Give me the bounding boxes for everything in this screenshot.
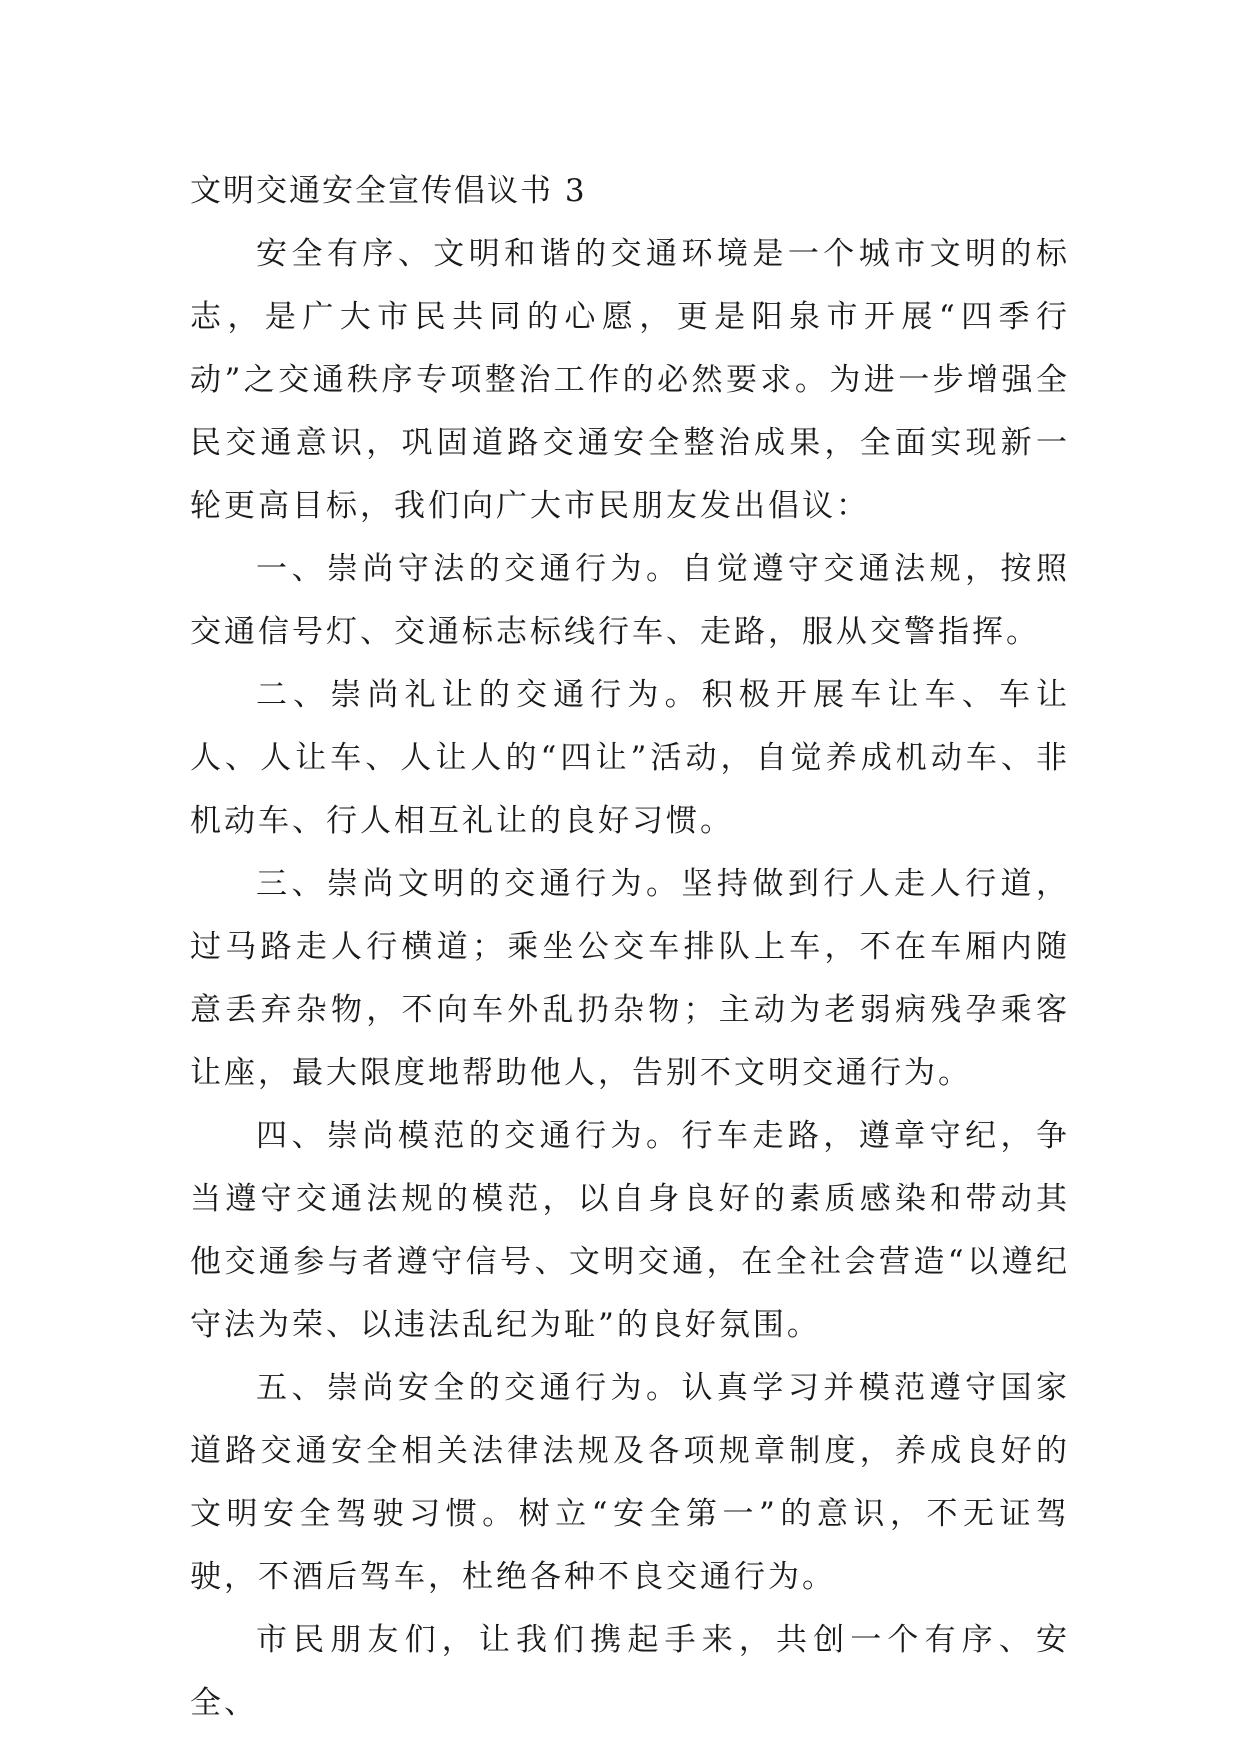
paragraph-intro: 安全有序、文明和谐的交通环境是一个城市文明的标志，是广大市民共同的心愿，更是阳泉市开展“四季行动”之交通秩序专项整治工作的必然要求。为进一步增强全民交通意识，巩固道路交通安全整治成果，全面实现新一轮更高目标，我们向广大市民朋友发出倡议： <box>190 236 1070 524</box>
paragraph-item-3: 三、崇尚文明的交通行为。坚持做到行人走人行道，过马路走人行横道；乘坐公交车排队上车，不在车厢内随意丢弃杂物，不向车外乱扔杂物；主动为老弱病残孕乘客让座，最大限度地帮助他人，告别不文明交通行为。 <box>190 866 1070 1091</box>
paragraph-closing: 市民朋友们，让我们携起手来，共创一个有序、安全、 <box>190 1622 1070 1721</box>
document-body <box>190 160 1070 1735</box>
paragraph-item-4: 四、崇尚模范的交通行为。行车走路，遵章守纪，争当遵守交通法规的模范，以自身良好的素质感染和带动其他交通参与者遵守信号、文明交通，在全社会营造“以遵纪守法为荣、以违法乱纪为耻”的良好氛围。 <box>190 1118 1070 1343</box>
paragraph-item-2: 二、崇尚礼让的交通行为。积极开展车让车、车让人、人让车、人让人的“四让”活动，自觉养成机动车、非机动车、行人相互礼让的良好习惯。 <box>190 677 1070 839</box>
document-title: 文明交通安全宣传倡议书 3 <box>190 173 587 209</box>
paragraph-item-5: 五、崇尚安全的交通行为。认真学习并模范遵守国家道路交通安全相关法律法规及各项规章制度，养成良好的文明安全驾驶习惯。树立“安全第一”的意识，不无证驾驶，不酒后驾车，杜绝各种不良交通行为。 <box>190 1370 1070 1595</box>
paragraph-item-1: 一、崇尚守法的交通行为。自觉遵守交通法规，按照交通信号灯、交通标志标线行车、走路，服从交警指挥。 <box>190 551 1070 650</box>
